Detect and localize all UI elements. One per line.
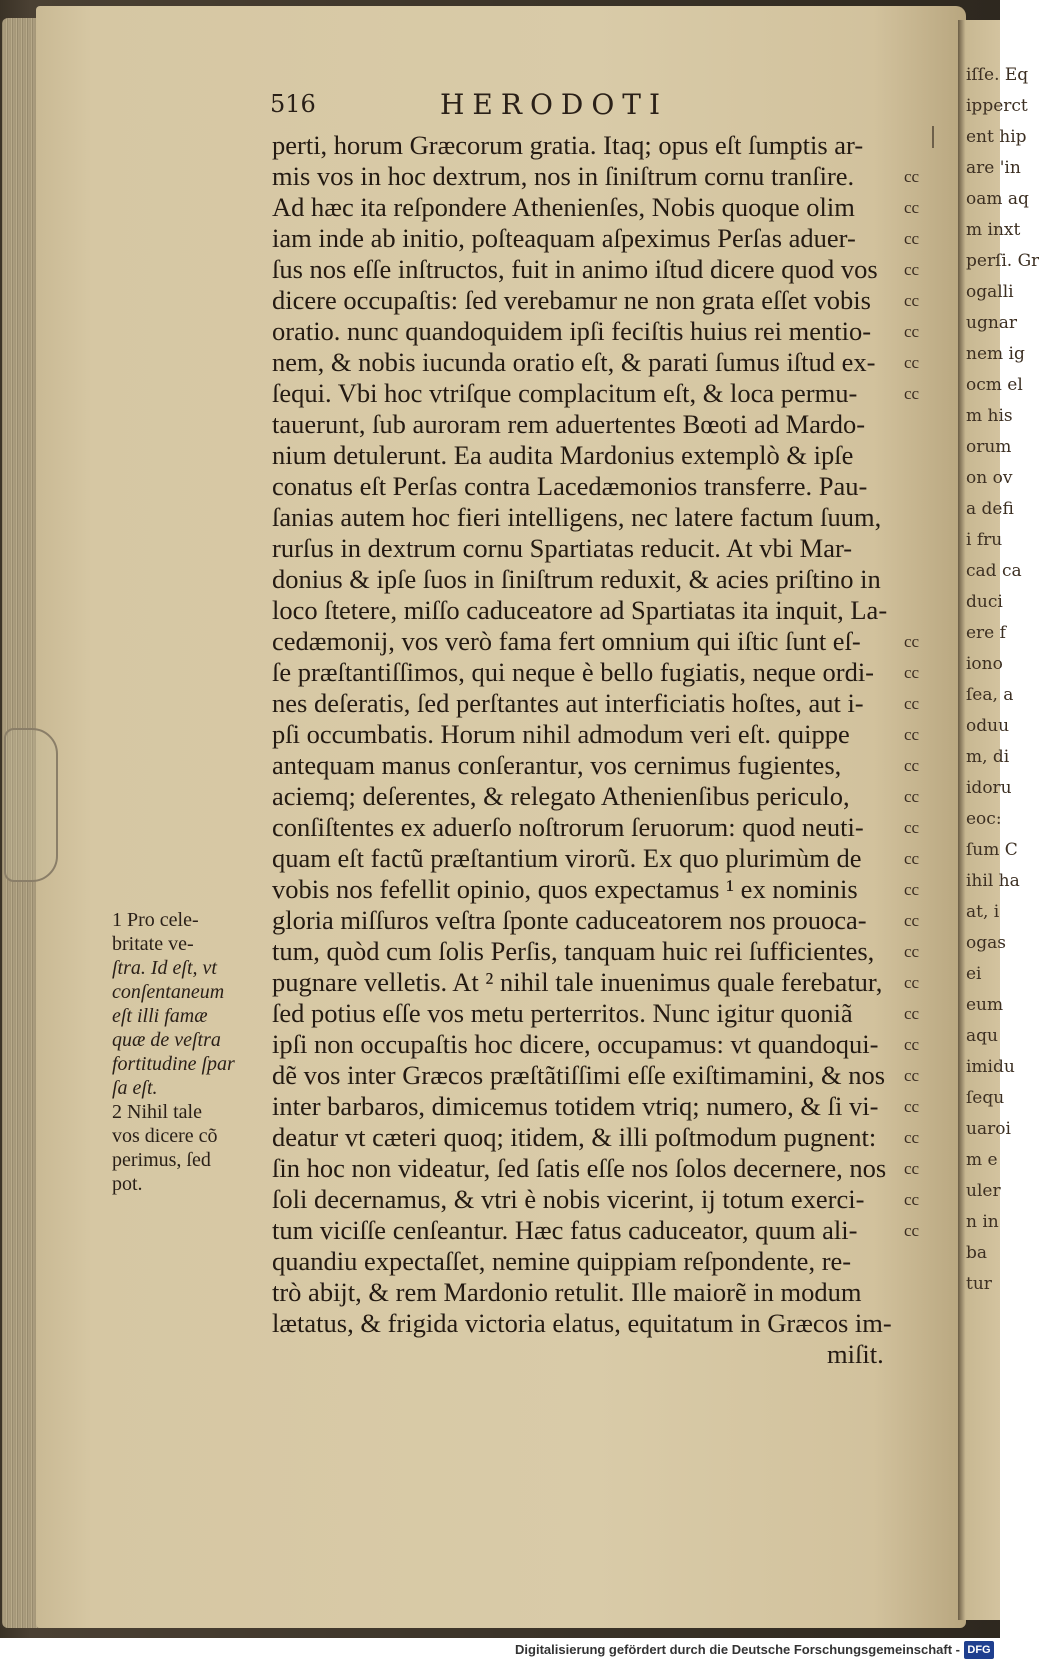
facing-page-line: ſequ xyxy=(966,1088,1005,1108)
text-line-content: conatus eſt Perſas contra Lacedæmonios transferre. Pau- xyxy=(272,471,868,501)
facing-page-line: cad ca xyxy=(966,561,1022,581)
text-line xyxy=(272,781,920,812)
text-line-content: miſit. xyxy=(827,1339,884,1369)
text-line xyxy=(272,409,917,440)
text-line-content: perti, horum Græcorum gratia. Itaq; opus eſt ſumptis ar- xyxy=(272,130,864,160)
quotation-mark: cc xyxy=(904,911,920,930)
text-line xyxy=(272,1122,920,1153)
page-clip xyxy=(4,728,58,882)
facing-page-line: ocm el xyxy=(966,375,1023,395)
text-line xyxy=(272,1153,920,1184)
text-line-content: deatur vt cæteri quoq; itidem, & illi poſtmodum pugnent: xyxy=(272,1122,877,1152)
quotation-mark: cc xyxy=(904,167,920,186)
quotation-mark: cc xyxy=(904,880,920,899)
margin-note-line: perimus, ſed xyxy=(112,1149,211,1171)
text-line xyxy=(272,874,920,905)
text-line xyxy=(272,223,920,254)
text-line-content: dẽ vos inter Græcos præſtãtiſſimi eſſe exiſtimamini, & nos xyxy=(272,1060,886,1090)
text-line-content: conſiſtentes ex aduerſo noſtrorum ſeruorum: quod neuti- xyxy=(272,812,864,842)
quotation-mark: cc xyxy=(904,1004,920,1023)
quotation-mark: cc xyxy=(904,1097,920,1116)
text-line-content: oratio. nunc quandoquidem ipſi feciſtis huius rei mentio- xyxy=(272,316,872,346)
quotation-mark: cc xyxy=(904,1159,920,1178)
page-number: 516 xyxy=(270,90,316,118)
text-line xyxy=(272,1060,920,1091)
text-line-content: ſus nos eſſe inſtructos, fuit in animo iſtud dicere quod vos xyxy=(272,254,878,284)
text-line-content: nium detulerunt. Ea audita Mardonius extemplò & ipſe xyxy=(272,440,854,470)
text-line-content: ſequi. Vbi hoc vtriſque complacitum eſt, & loca permu- xyxy=(272,378,858,408)
text-line-content: tauerunt, ſub auroram rem aduertentes Bœoti ad Mardo- xyxy=(272,409,866,439)
text-line xyxy=(272,533,917,564)
quotation-mark: cc xyxy=(904,1221,920,1240)
facing-page xyxy=(958,20,1039,1620)
text-line-content: antequam manus conſerantur, vos cernimus fugientes, xyxy=(272,750,842,780)
text-line xyxy=(272,1184,920,1215)
facing-page-line: ere f xyxy=(966,623,1006,643)
text-line-content: ſin hoc non videatur, ſed ſatis eſſe nos ſolos decernere, nos xyxy=(272,1153,887,1183)
text-line xyxy=(272,1091,920,1122)
text-line-final xyxy=(272,1339,917,1370)
facing-page-line: eum xyxy=(966,995,1004,1015)
text-line xyxy=(272,812,920,843)
facing-page-line: ogalli xyxy=(966,282,1014,302)
margin-note-line: quæ de veſtra xyxy=(112,1029,221,1051)
text-line-content: ſoli decernamus, & vtri è nobis vicerint, ij totum exerci- xyxy=(272,1184,865,1214)
quotation-mark: cc xyxy=(904,818,920,837)
text-line-content: ſed potius eſſe vos metu perterritos. Nunc igitur quoniã xyxy=(272,998,853,1028)
quotation-mark: cc xyxy=(904,1128,920,1147)
running-title: HERODOTI xyxy=(440,88,669,121)
quotation-mark: cc xyxy=(904,725,920,744)
text-line-content: nes deſeratis, ſed perſtantes aut interficiatis hoſtes, aut i- xyxy=(272,688,864,718)
text-line-content: vobis nos fefellit opinio, quos expectamus ¹ ex nominis xyxy=(272,874,858,904)
text-line xyxy=(272,905,920,936)
facing-page-line: oduu xyxy=(966,716,1010,736)
margin-note-line: ſtra. Id eſt, vt xyxy=(112,957,217,979)
text-line xyxy=(272,1246,917,1277)
quotation-mark: cc xyxy=(904,973,920,992)
page-header xyxy=(270,88,910,128)
quotation-mark: cc xyxy=(904,663,920,682)
quotation-mark: cc xyxy=(904,849,920,868)
text-line xyxy=(272,843,920,874)
facing-page-line: m inxt xyxy=(966,220,1021,240)
quotation-mark: cc xyxy=(904,260,920,279)
quotation-mark: cc xyxy=(904,198,920,217)
facing-page-line: ihil ha xyxy=(966,871,1020,891)
digitization-credit: Digitalisierung gefördert durch die Deutsche Forschungsgemeinschaft - xyxy=(515,1642,960,1657)
text-line-content: inter barbaros, dimicemus totidem vtriq; numero, & ſi vi- xyxy=(272,1091,879,1121)
text-line xyxy=(272,1308,917,1339)
facing-page-line: a defi xyxy=(966,499,1014,519)
text-line-content: nem, & nobis iucunda oratio eſt, & parati ſumus iſtud ex- xyxy=(272,347,876,377)
facing-page-line: ugnar xyxy=(966,313,1018,333)
text-line xyxy=(272,440,917,471)
text-line-content: iam inde ab initio, poſteaquam aſpeximus Perſas aduer- xyxy=(272,223,856,253)
text-line-content: loco ſtetere, miſſo caduceatore ad Spartiatas ita inquit, La- xyxy=(272,595,888,625)
facing-page-line: are 'in xyxy=(966,158,1021,178)
text-line xyxy=(272,595,917,626)
facing-page-text xyxy=(966,60,1039,1600)
main-text-block xyxy=(272,130,920,1370)
quotation-mark: cc xyxy=(904,229,920,248)
facing-page-line: ent hip xyxy=(966,127,1027,147)
text-line xyxy=(272,378,920,409)
text-line xyxy=(272,471,917,502)
margin-note-line: fortitudine ſpar xyxy=(112,1053,235,1075)
facing-page-line: ogas xyxy=(966,933,1006,953)
text-line-content: rurſus in dextrum cornu Spartiatas reducit. At vbi Mar- xyxy=(272,533,853,563)
facing-page-line: iono xyxy=(966,654,1003,674)
facing-page-line: eoc: xyxy=(966,809,1002,829)
text-line xyxy=(272,254,920,285)
text-line-content: Ad hæc ita reſpondere Athenienſes, Nobis quoque olim xyxy=(272,192,855,222)
text-line xyxy=(272,502,917,533)
facing-page-line: perſi. Gr xyxy=(966,251,1039,271)
facing-page-line: duci xyxy=(966,592,1003,612)
facing-page-line: tur xyxy=(966,1274,992,1294)
margin-note-line: conſentaneum xyxy=(112,981,225,1003)
text-line-content: donius & ipſe ſuos in ſiniſtrum reduxit, & acies priſtino in xyxy=(272,564,881,594)
facing-page-line: ba xyxy=(966,1243,988,1263)
facing-page-line: idoru xyxy=(966,778,1012,798)
quotation-mark: cc xyxy=(904,632,920,651)
margin-note-line: britate ve- xyxy=(112,933,194,955)
facing-page-line: m e xyxy=(966,1150,998,1170)
text-line-content: ipſi non occupaſtis hoc dicere, occupamus: vt quandoqui- xyxy=(272,1029,879,1059)
text-line xyxy=(272,936,920,967)
facing-page-line: imidu xyxy=(966,1057,1015,1077)
text-line xyxy=(272,998,920,1029)
text-line xyxy=(272,626,920,657)
facing-page-line: uler xyxy=(966,1181,1001,1201)
facing-page-line: n in xyxy=(966,1212,999,1232)
text-line xyxy=(272,657,920,688)
text-line xyxy=(272,719,920,750)
quotation-mark: cc xyxy=(904,291,920,310)
text-line-content: tum viciſſe cenſeantur. Hæc fatus caduceator, quum ali- xyxy=(272,1215,858,1245)
margin-notes xyxy=(112,908,270,1196)
text-line-content: lætatus, & frigida victoria elatus, equitatum in Græcos im- xyxy=(272,1308,892,1338)
quotation-mark: cc xyxy=(904,1190,920,1209)
text-line-content: ſanias autem hoc fieri intelligens, nec latere factum ſuum, xyxy=(272,502,882,532)
margin-note-line: 1 Pro cele- xyxy=(112,909,199,931)
quotation-mark: cc xyxy=(904,787,920,806)
margin-note-line: eſt illi famæ xyxy=(112,1005,208,1027)
text-line xyxy=(272,564,917,595)
facing-page-line: ſum C xyxy=(966,840,1018,860)
facing-page-line: ei xyxy=(966,964,982,984)
facing-page-line: i fru xyxy=(966,530,1003,550)
footer-bar xyxy=(0,1638,1000,1664)
text-line xyxy=(272,1277,917,1308)
facing-page-line: aqu xyxy=(966,1026,998,1046)
quotation-mark: cc xyxy=(904,694,920,713)
header-tick-mark xyxy=(932,126,934,148)
facing-page-line: on ov xyxy=(966,468,1013,488)
facing-page-line: at, i xyxy=(966,902,1000,922)
margin-note-line: ſa eſt. xyxy=(112,1077,158,1099)
text-line xyxy=(272,1029,920,1060)
text-line-content: dicere occupaſtis: ſed verebamur ne non grata eſſet vobis xyxy=(272,285,871,315)
text-line xyxy=(272,1215,920,1246)
text-line xyxy=(272,750,920,781)
facing-page-line: ſea, a xyxy=(966,685,1014,705)
quotation-mark: cc xyxy=(904,322,920,341)
text-line-content: gloria miſſuros veſtra ſponte caduceatorem nos prouoca- xyxy=(272,905,867,935)
quotation-mark: cc xyxy=(904,942,920,961)
text-line xyxy=(272,130,917,161)
facing-page-line: oam aq xyxy=(966,189,1029,209)
text-line-content: quam eſt factũ præſtantium virorũ. Ex quo plurimùm de xyxy=(272,843,862,873)
margin-note-line: vos dicere cõ xyxy=(112,1125,218,1147)
text-line-content: quandiu expectaſſet, nemine quippiam reſpondente, re- xyxy=(272,1246,852,1276)
facing-page-line: m, di xyxy=(966,747,1010,767)
text-line-content: tum, quòd cum ſolis Perſis, tanquam huic rei ſufficientes, xyxy=(272,936,875,966)
text-line-content: pſi occumbatis. Horum nihil admodum veri eſt. quippe xyxy=(272,719,850,749)
facing-page-line: m his xyxy=(966,406,1013,426)
facing-page-line: iſſe. Eq xyxy=(966,65,1029,85)
text-line-content: trò abijt, & rem Mardonio retulit. Ille maiorẽ in modum xyxy=(272,1277,862,1307)
facing-page-line: nem ig xyxy=(966,344,1025,364)
text-line xyxy=(272,161,920,192)
facing-page-line: ipperct xyxy=(966,96,1028,116)
text-line xyxy=(272,967,920,998)
text-line-content: mis vos in hoc dextrum, nos in ſiniſtrum cornu tranſire. xyxy=(272,161,855,191)
quotation-mark: cc xyxy=(904,384,920,403)
text-line xyxy=(272,192,920,223)
quotation-mark: cc xyxy=(904,1035,920,1054)
text-line xyxy=(272,688,920,719)
quotation-mark: cc xyxy=(904,756,920,775)
margin-note-line: pot. xyxy=(112,1173,143,1195)
facing-page-line: orum xyxy=(966,437,1012,457)
text-line xyxy=(272,285,920,316)
margin-note-line: 2 Nihil tale xyxy=(112,1101,202,1123)
facing-page-line: uaroi xyxy=(966,1119,1011,1139)
text-line-content: ſe præſtantiſſimos, qui neque è bello fugiatis, neque ordi- xyxy=(272,657,875,687)
text-line-content: cedæmonij, vos verò fama fert omnium qui iſtic ſunt eſ- xyxy=(272,626,861,656)
text-line-content: aciemq; deſerentes, & relegato Athenienſibus periculo, xyxy=(272,781,850,811)
dfg-logo: DFG xyxy=(964,1641,994,1659)
text-line xyxy=(272,316,920,347)
quotation-mark: cc xyxy=(904,1066,920,1085)
quotation-mark: cc xyxy=(904,353,920,372)
text-line xyxy=(272,347,920,378)
text-line-content: pugnare velletis. At ² nihil tale inuenimus quale ferebatur, xyxy=(272,967,883,997)
